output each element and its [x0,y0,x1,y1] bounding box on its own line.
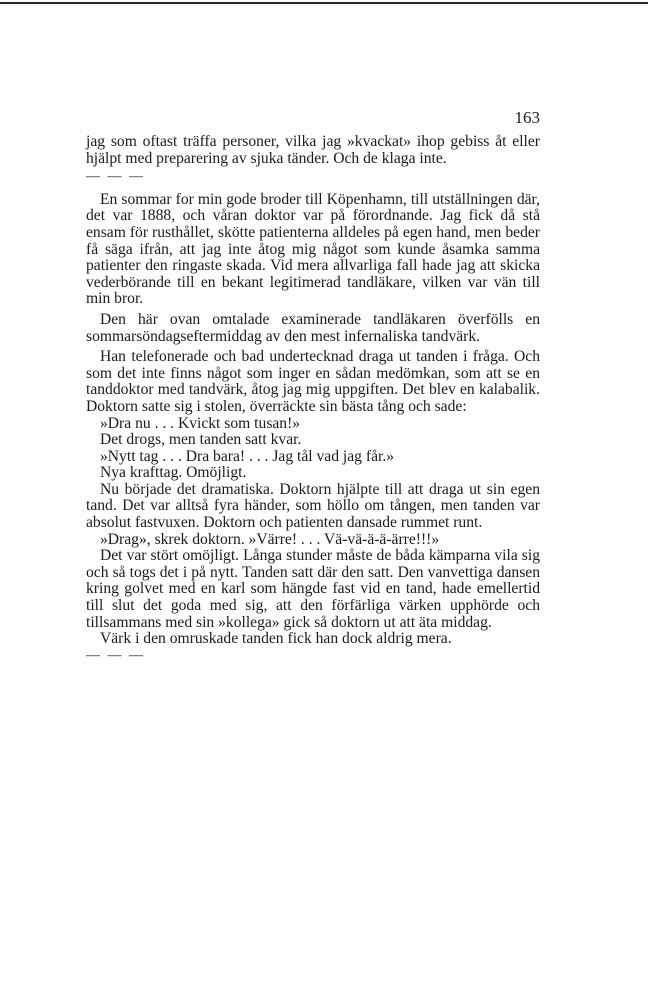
paragraph-ending: Värk i den omruskade tanden fick han dock aldrig mera. [100,630,452,648]
section-separator-end: — — — [86,647,145,663]
narration-line: Det drogs, men tanden satt kvar. [100,431,302,449]
body-text [86,134,540,664]
dialogue-line: »Nytt tag . . . Dra bara! . . . Jag tål vad jag får.» [100,447,395,465]
dialogue-line: »Drag», skrek doktorn. »Värre! . . . Vä-vä-ä-ä-ärre!!!» [100,530,440,548]
page-number: 163 [514,108,540,127]
paragraph-struggle: Det var stört omöjligt. Långa stunder måste de båda kämparna vila sig och så togs det i på nytt. Tanden satt där den satt. Den vanvettiga dansen kring golvet med en karl som hängde fast vid en tand, hade emellertid till slut det goda med sig, att den förfärliga värken upphörde och tillsammans med sin »kollega» gick så doktorn ut att äta middag. [86,547,540,631]
paragraph-summer-trip: En sommar for min gode broder till Köpenhamn, till utställningen där, det var 1888, och våran doktor var på förordnande. Jag fick då stå ensam för rusthållet, skötte patienterna alldeles på egen hand, men beder få säga ifrån, att jag inte åtog mig något som kunde åsamka samma patienter den ringaste skada. Vid mera allvarliga fall hade jag att skicka vederbörande till en bekant legitimerad tandläkare, vilken var vän till min bror. [86,190,540,308]
dialogue-line: »Dra nu . . . Kvickt som tusan!» [100,414,301,432]
section-separator: — — — [86,169,145,185]
narration-line: Nya krafttag. Omöjligt. [100,464,247,482]
paragraph-continuation: jag som oftast träffa personer, vilka jag »kvackat» ihop gebiss åt eller hjälpt med preparering av sjuka tänder. Och de klaga inte. [86,133,540,167]
paragraph-dramatic: Nu började det dramatiska. Doktorn hjälpte till att draga ut sin egen tand. Det var alltså fyra händer, som höllo om tången, men tanden var absolut fastvuxen. Doktorn och patienten dansade rummet runt. [86,480,540,532]
paragraph-toothache: Den här ovan omtalade examinerade tandläkaren överfölls en sommarsöndagseftermiddag av den mest infernaliska tandvärk. [86,310,540,345]
top-rule [0,2,648,4]
paragraph-phone-call: Han telefonerade och bad undertecknad draga ut tanden i fråga. Och som det inte finns något som inger en sådan medömkan, som att se en tanddoktor med tandvärk, åtog jag mig uppgiften. Det blev en kalabalik. Doktorn satte sig i stolen, överräckte sin bästa tång och sade: [86,348,540,415]
